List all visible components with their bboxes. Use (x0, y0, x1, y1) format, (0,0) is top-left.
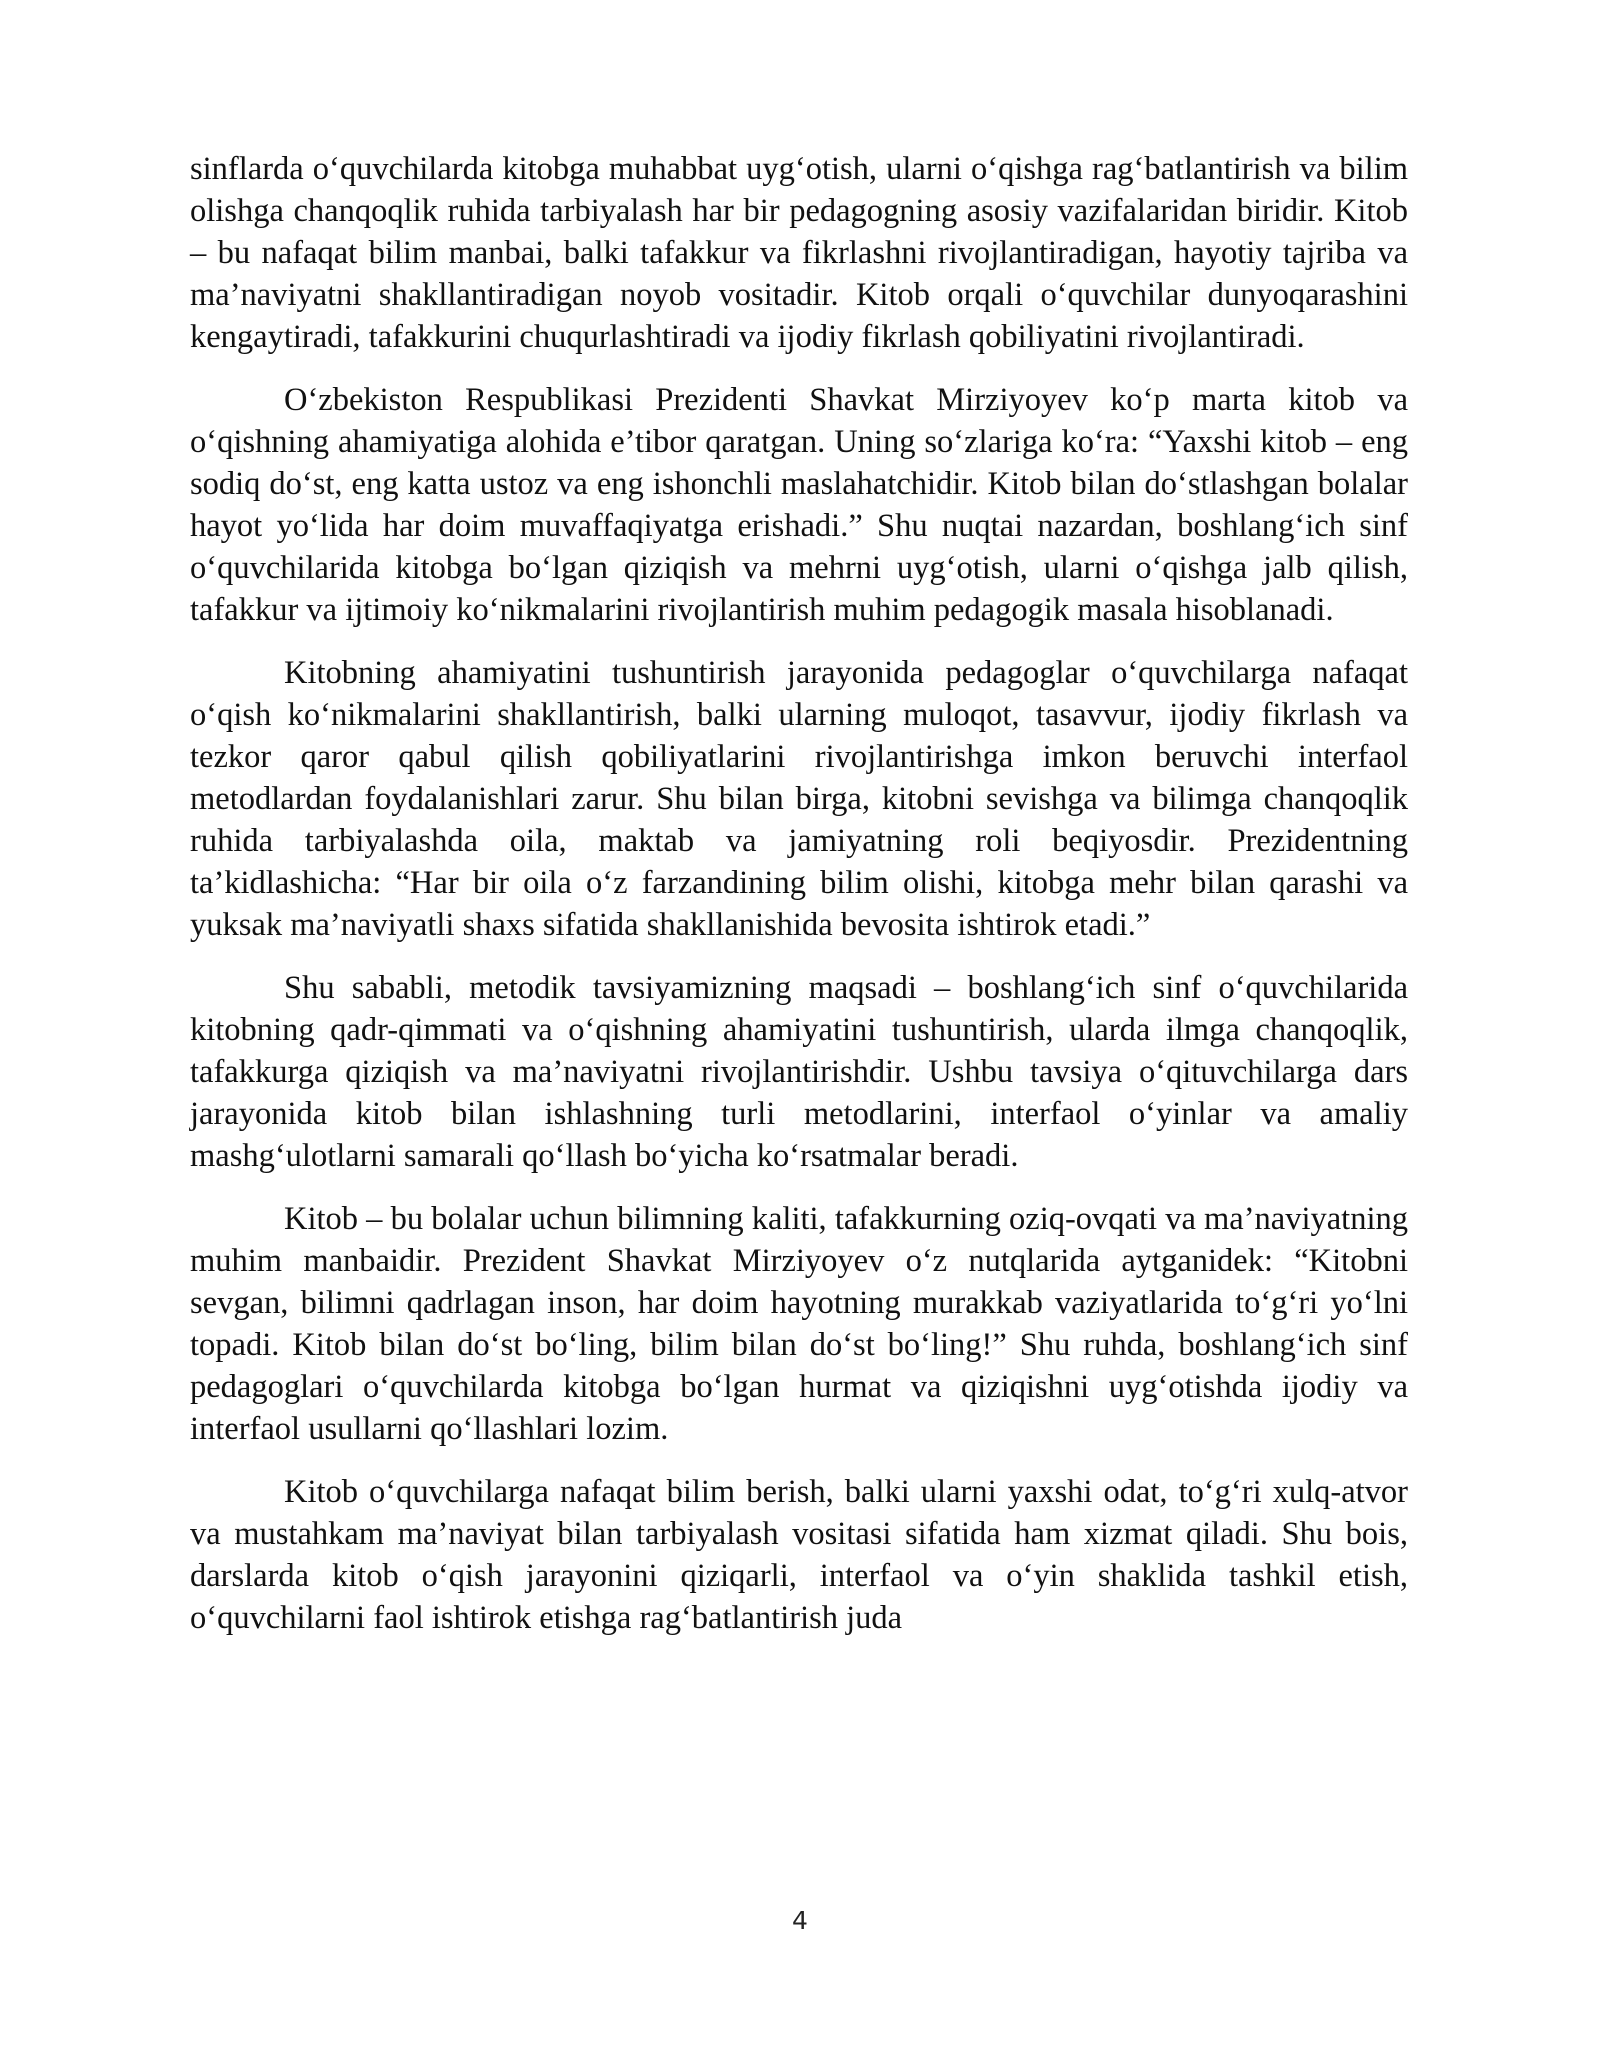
paragraph-purpose: Shu sababli, metodik tavsiyamizning maqsadi – boshlang‘ich sinf o‘quvchilarida kitobning qadr-qimmati va o‘qishning ahamiyatini tushuntirish, ularda ilmga chanqoqlik, tafakkurga qiziqish va ma’naviyatni rivojlantirishdir. Ushbu tavsiya o‘qituvchilarga dars jarayonida kitob bilan ishlashning turli metodlarini, interfaol o‘yinlar va amaliy mashg‘ulotlarni samarali qo‘llash bo‘yicha ko‘rsatmalar beradi. (190, 970, 1408, 1174)
paragraph-continuation: sinflarda o‘quvchilarda kitobga muhabbat uyg‘otish, ularni o‘qishga rag‘batlantirish va bilim olishga chanqoqlik ruhida tarbiyalash har bir pedagogning asosiy vazifalaridan biridir. Kitob – bu nafaqat bilim manbai, balki tafakkur va fikrlashni rivojlantiradigan, hayotiy tajriba va ma’naviyatni shakllantiradigan noyob vositadir. Kitob orqali o‘quvchilar dunyoqarashini kengaytiradi, tafakkurini chuqurlashtiradi va ijodiy fikrlash qobiliyatini rivojlantiradi. (190, 151, 1408, 355)
paragraph-interactive-methods: Kitobning ahamiyatini tushuntirish jarayonida pedagoglar o‘quvchilarga nafaqat o‘qish ko‘nikmalarini shakllantirish, balki ularning muloqot, tasavvur, ijodiy fikrlash va tezkor qaror qabul qilish qobiliyatlarini rivojlantirishga imkon beruvchi interfaol metodlardan foydalanishlari zarur. Shu bilan birga, kitobni sevishga va bilimga chanqoqlik ruhida tarbiyalashda oila, maktab va jamiyatning roli beqiyosdir. Prezidentning ta’kidlashicha: “Har bir oila o‘z farzandining bilim olishi, kitobga mehr bilan qarashi va yuksak ma’naviyatli shaxs sifatida shakllanishida bevosita ishtirok etadi.” (190, 655, 1408, 943)
paragraph-upbringing: Kitob o‘quvchilarga nafaqat bilim berish, balki ularni yaxshi odat, to‘g‘ri xulq-atvor va mustahkam ma’naviyat bilan tarbiyalash vositasi sifatida ham xizmat qiladi. Shu bois, darslarda kitob o‘qish jarayonini qiziqarli, interfaol va o‘yin shaklida tashkil etish, o‘quvchilarni faol ishtirok etishga rag‘batlantirish juda (190, 1474, 1408, 1636)
document-page (190, 148, 1408, 1660)
paragraph-president-quote: O‘zbekiston Respublikasi Prezidenti Shavkat Mirziyoyev ko‘p marta kitob va o‘qishning ahamiyatiga alohida e’tibor qaratgan. Uning so‘zlariga ko‘ra: “Yaxshi kitob – eng sodiq do‘st, eng katta ustoz va eng ishonchli maslahatchidir. Kitob bilan do‘stlashgan bolalar hayot yo‘lida har doim muvaffaqiyatga erishadi.” Shu nuqtai nazardan, boshlang‘ich sinf o‘quvchilarida kitobga bo‘lgan qiziqish va mehrni uyg‘otish, ularni o‘qishga jalb qilish, tafakkur va ijtimoiy ko‘nikmalarini rivojlantirish muhim pedagogik masala hisoblanadi. (190, 382, 1408, 628)
page-number: 4 (792, 1906, 808, 1935)
paragraph-key-of-knowledge: Kitob – bu bolalar uchun bilimning kaliti, tafakkurning oziq-ovqati va ma’naviyatning muhim manbaidir. Prezident Shavkat Mirziyoyev o‘z nutqlarida aytganidek: “Kitobni sevgan, bilimni qadrlagan inson, har doim hayotning murakkab vaziyatlarida to‘g‘ri yo‘lni topadi. Kitob bilan do‘st bo‘ling, bilim bilan do‘st bo‘ling!” Shu ruhda, boshlang‘ich sinf pedagoglari o‘quvchilarda kitobga bo‘lgan hurmat va qiziqishni uyg‘otishda ijodiy va interfaol usullarni qo‘llashlari lozim. (190, 1201, 1408, 1447)
